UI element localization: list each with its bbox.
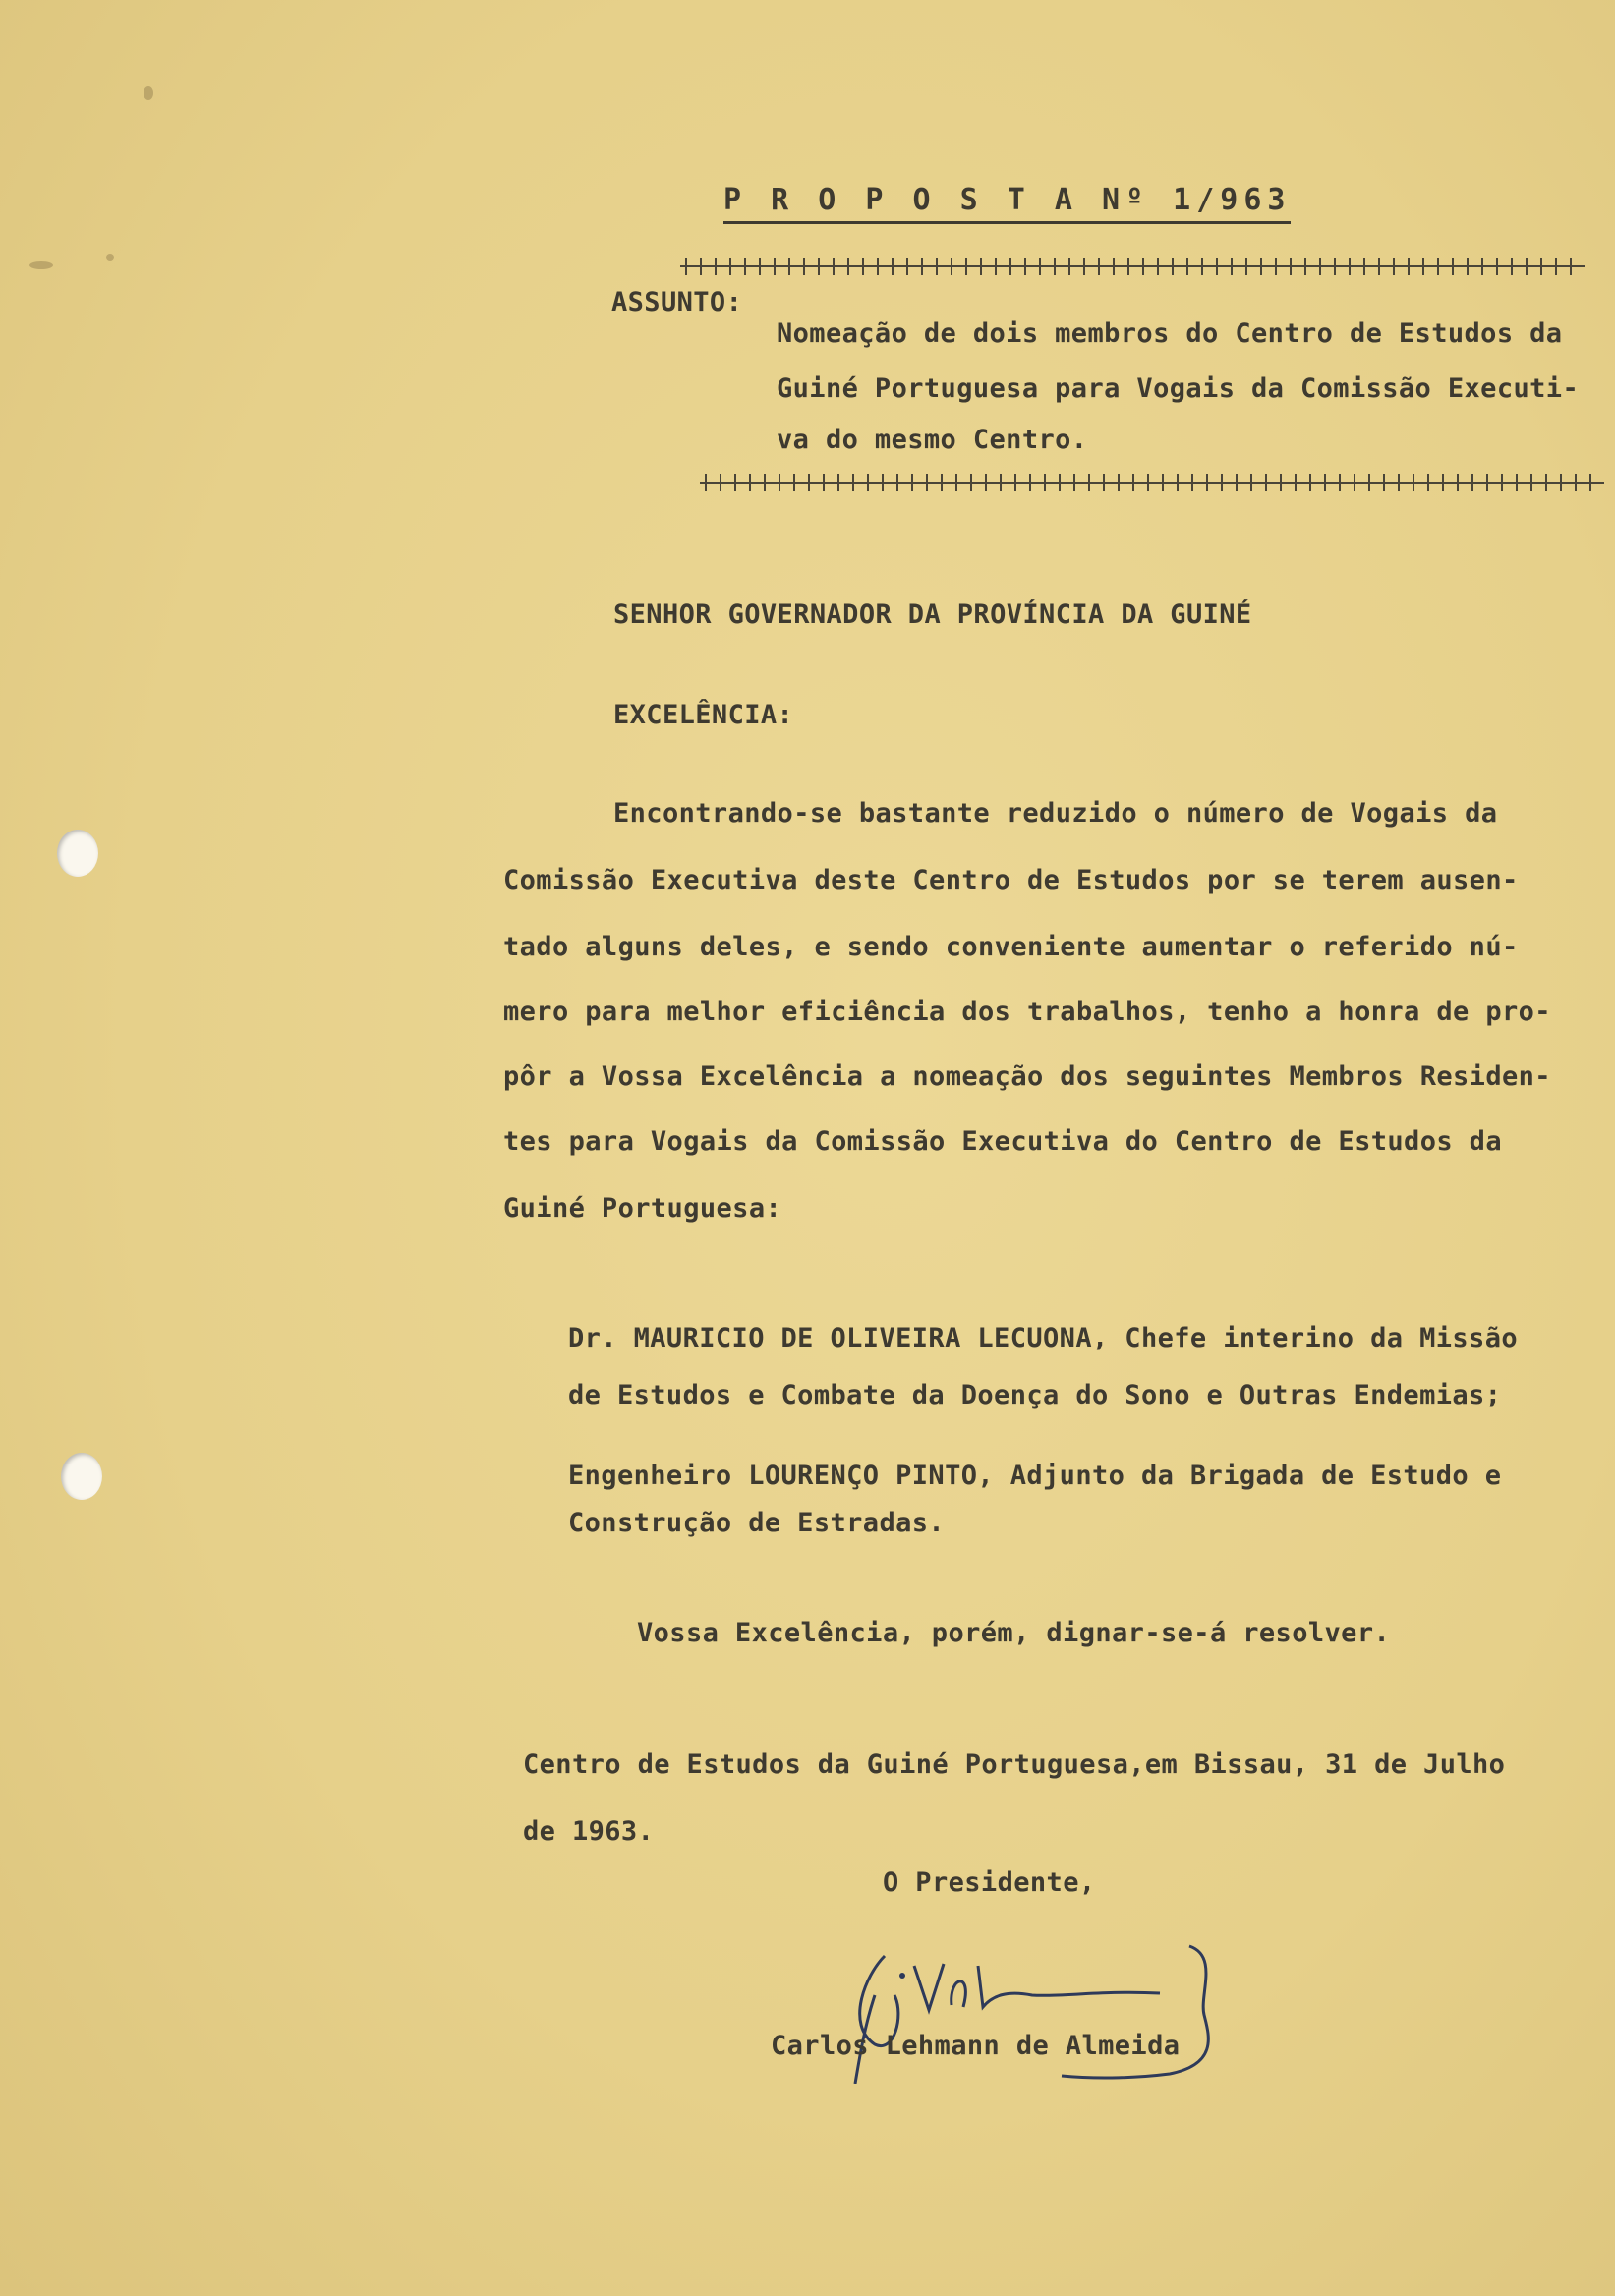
- body-line: Comissão Executiva deste Centro de Estudos por se terem ausen-: [503, 865, 1519, 895]
- subject-line: Nomeação de dois membros do Centro de Estudos da: [777, 318, 1563, 349]
- nominee-line: Engenheiro LOURENÇO PINTO, Adjunto da Brigada de Estudo e: [568, 1461, 1502, 1491]
- addressee: SENHOR GOVERNADOR DA PROVÍNCIA DA GUINÉ: [613, 600, 1252, 630]
- separator-line-bottom: [700, 472, 1604, 493]
- body-line: tado alguns deles, e sendo conveniente aumentar o referido nú-: [503, 932, 1519, 962]
- body-line: pôr a Vossa Excelência a nomeação dos seguintes Membros Residen-: [503, 1062, 1551, 1092]
- paper-stain: [29, 261, 53, 269]
- separator-line-top: [680, 256, 1585, 277]
- body-line: mero para melhor eficiência dos trabalhos, tenho a honra de pro-: [503, 997, 1551, 1027]
- signatory-title: O Presidente,: [883, 1867, 1096, 1898]
- body-line: tes para Vogais da Comissão Executiva do Centro de Estudos da: [503, 1126, 1502, 1157]
- signatory-name: Carlos Lehmann de Almeida: [771, 2031, 1181, 2061]
- body-line: Guiné Portuguesa:: [503, 1193, 782, 1224]
- handwritten-signature: [836, 1936, 1248, 2084]
- nominee-line: Construção de Estradas.: [568, 1508, 946, 1538]
- subject-line: va do mesmo Centro.: [777, 425, 1088, 455]
- punch-hole-bottom: [61, 1453, 102, 1500]
- closing-line: Vossa Excelência, porém, dignar-se-á resolver.: [637, 1618, 1391, 1648]
- subject-label: ASSUNTO:: [611, 287, 743, 317]
- paper-stain: [144, 86, 153, 100]
- body-line: Encontrando-se bastante reduzido o número de Vogais da: [613, 798, 1498, 829]
- punch-hole-top: [57, 830, 98, 877]
- nominee-line: de Estudos e Combate da Doença do Sono e Outras Endemias;: [568, 1380, 1502, 1410]
- nominee-line: Dr. MAURICIO DE OLIVEIRA LECUONA, Chefe interino da Missão: [568, 1323, 1519, 1353]
- salutation: EXCELÊNCIA:: [613, 700, 794, 730]
- place-date-line: de 1963.: [523, 1816, 655, 1847]
- place-date-line: Centro de Estudos da Guiné Portuguesa,em Bissau, 31 de Julho: [523, 1750, 1506, 1780]
- paper-stain: [106, 254, 114, 261]
- subject-line: Guiné Portuguesa para Vogais da Comissão Executi-: [777, 373, 1580, 404]
- document-title: P R O P O S T A Nº 1/963: [723, 183, 1291, 224]
